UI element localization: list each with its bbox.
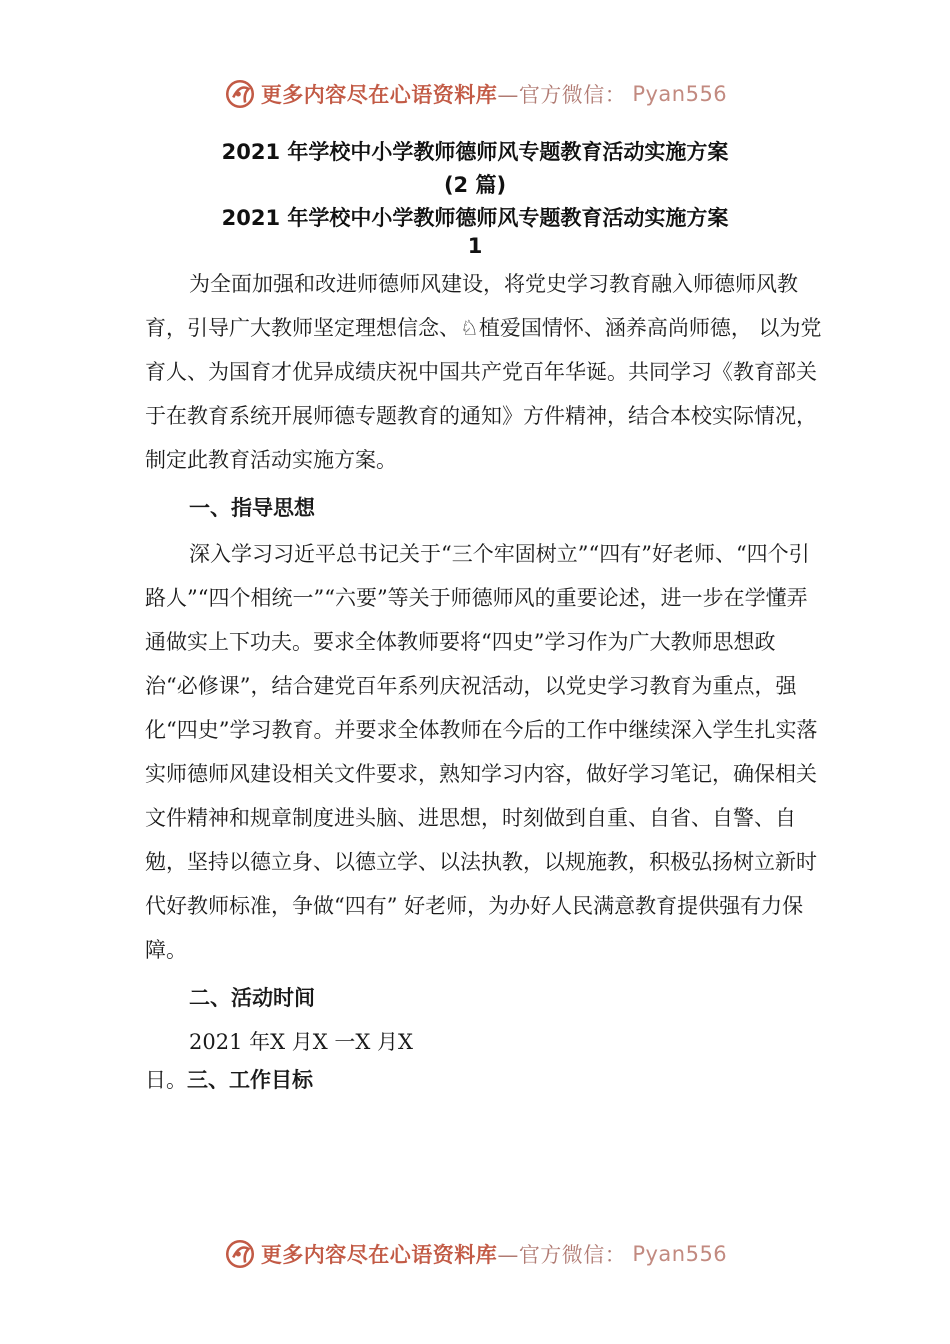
date-tail: 日。 xyxy=(145,1068,187,1092)
section-title: 2021 年学校中小学教师德师风专题教育活动实施方案 xyxy=(221,206,729,230)
doc-title: 2021 年学校中小学教师德师风专题教育活动实施方案 xyxy=(221,140,729,164)
logo-icon xyxy=(223,1237,257,1271)
section3-heading: 三、工作目标 xyxy=(187,1068,313,1092)
watermark-footer xyxy=(0,1234,950,1274)
watermark-id: Pyan556 xyxy=(632,1242,728,1266)
watermark-label: —官方微信： xyxy=(497,1243,627,1267)
doc-subtitle: (2 篇) xyxy=(443,173,507,197)
activity-date: 2021 年X 月X 一X 月X xyxy=(189,1030,413,1054)
watermark-title: 更多内容尽在心语资料库 xyxy=(260,1243,498,1267)
section-number: 1 xyxy=(467,234,483,258)
section2-heading: 二、活动时间 xyxy=(189,986,315,1010)
section1-body: 深入学习习近平总书记关于“三个牢固树立”“四有”好老师、“四个引路人”“四个相统一”“六要”等关于师德师风的重要论述，进一步在学懂弄通做实上下功夫。要求全体教师要将“四史”学习作为广大教师思想政治“必修课”，结合建党百年系列庆祝活动，以党史学习教育为重点，强化“四史”学习教育。并要求全体教师在今后的工作中继续深入学生扎实落实师德师风建设相关文件要求，熟知学习内容，做好学习笔记，确保相关文件精神和规章制度进头脑、进思想，时刻做到自重、自省、自警、自勉，坚持以德立身、以德立学、以法执教，以规施教，积极弘扬树立新时代好教师标准，争做“四有” 好老师，为办好人民满意教育提供强有力保障。 xyxy=(145,542,818,962)
section1-body-block xyxy=(145,532,825,972)
watermark-label: —官方微信： xyxy=(497,83,627,107)
intro-paragraph-block xyxy=(145,262,825,482)
section1-heading-block xyxy=(145,492,315,522)
section2-heading-block xyxy=(145,982,315,1012)
intro-paragraph: 为全面加强和改进师德师风建设，将党史学习教育融入师德师风教育，引导广大教师坚定理想信念、♘植爱国情怀、涵养高尚师德， 以为党育人、为国育才优异成绩庆祝中国共产党百年华诞。共同学习《教育部关于在教育系统开展师德专题教育的通知》方件精神，结合本校实际情况，制定此教育活动实施方案。 xyxy=(145,272,822,472)
logo-icon xyxy=(223,77,257,111)
watermark-header xyxy=(0,74,950,114)
date-tail-line xyxy=(145,1060,313,1100)
watermark-id: Pyan556 xyxy=(632,82,728,106)
section1-heading: 一、指导思想 xyxy=(189,496,315,520)
watermark-title: 更多内容尽在心语资料库 xyxy=(260,83,498,107)
